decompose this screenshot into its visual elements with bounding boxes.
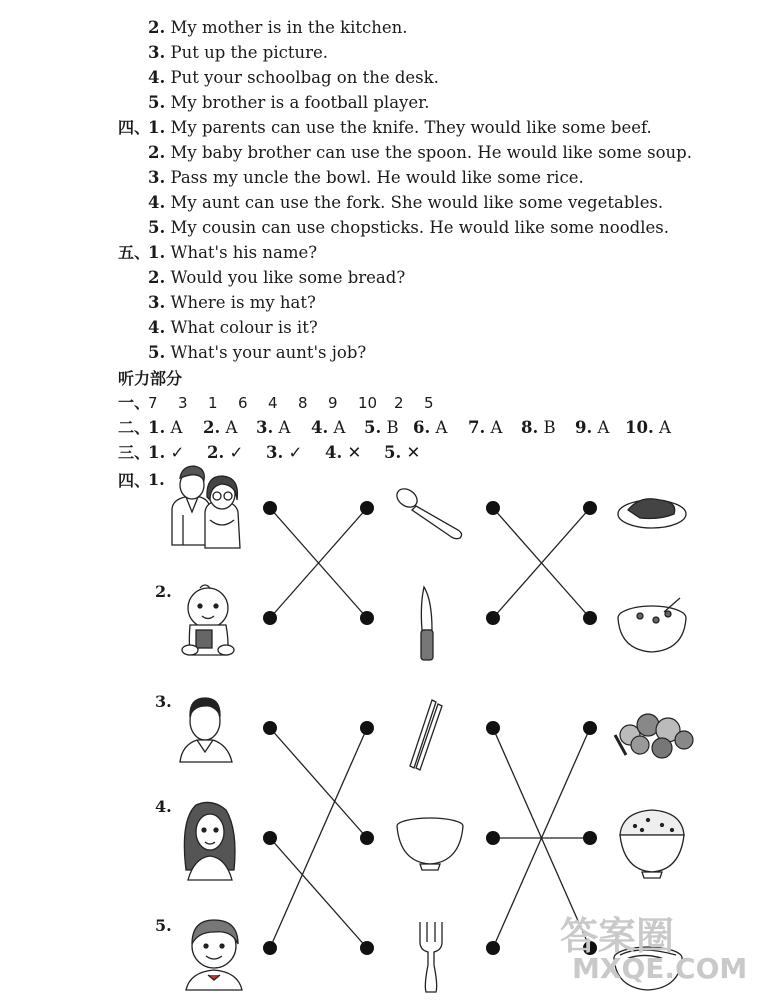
item-text: What's your aunt's job? [165, 343, 367, 362]
watermark-url: MXQE.COM [572, 952, 748, 985]
person-dot-1 [263, 501, 277, 515]
uncle-picture [180, 698, 232, 762]
person-utensil-line-4 [270, 838, 367, 948]
listening-marker-1: 一、 [118, 393, 151, 412]
listening-heading: 听力部分 [118, 369, 183, 388]
rice-picture [620, 810, 684, 878]
answer-value: A [658, 418, 671, 437]
person-utensil-line-5 [270, 728, 367, 948]
item-number: 4. [148, 318, 166, 337]
answer-value: A [278, 418, 291, 437]
row-label-4: 4. [155, 797, 172, 816]
answer-number: 4. [325, 443, 343, 462]
listening-marker-3: 三、 [118, 443, 151, 462]
answer-number: 2. [207, 443, 225, 462]
food-dot-4 [583, 831, 597, 845]
item-text: Pass my uncle the bowl. He would like some rice. [165, 168, 584, 187]
item-number: 3. [148, 168, 166, 187]
knife-picture [421, 587, 433, 660]
row-label-5: 5. [155, 916, 172, 935]
utensil-dot-right-2 [486, 611, 500, 625]
utensil-dot-left-2 [360, 611, 374, 625]
food-dot-2 [583, 611, 597, 625]
answer-number: 1. [148, 443, 166, 462]
item-number: 2. [148, 18, 166, 37]
item-text: Where is my hat? [165, 293, 316, 312]
answer-number: 5. [384, 443, 402, 462]
answer-value: A [597, 418, 610, 437]
item-number: 5. [148, 93, 166, 112]
food-dot-1 [583, 501, 597, 515]
answer-number: 6. [413, 418, 431, 437]
watermark-logo: 答案圈 [560, 914, 675, 958]
row-label-3: 3. [155, 692, 172, 711]
listening-marker-4: 四、 [118, 471, 151, 490]
answer-number: 3. [266, 443, 284, 462]
cousin-picture [186, 920, 242, 990]
person-dot-5 [263, 941, 277, 955]
utensil-dot-left-4 [360, 831, 374, 845]
answer-value: A [333, 418, 346, 437]
check-mark-icon: ✓ [170, 443, 185, 462]
answer-value: B [543, 418, 556, 437]
answer-number: 7. [468, 418, 486, 437]
item-number: 1. [148, 118, 166, 137]
item-text: What colour is it? [165, 318, 318, 337]
utensil-dot-right-5 [486, 941, 500, 955]
item-text: My mother is in the kitchen. [165, 18, 408, 37]
person-dot-4 [263, 831, 277, 845]
item-number: 4. [148, 68, 166, 87]
item-number: 5. [148, 343, 166, 362]
utensil-dot-right-3 [486, 721, 500, 735]
chopsticks-picture [410, 700, 442, 770]
utensil-dot-left-1 [360, 501, 374, 515]
vegetables-picture [615, 714, 693, 758]
answer-value: A [435, 418, 448, 437]
row-label-1: 1. [148, 470, 165, 489]
answer-value: 2 [394, 394, 404, 412]
answer-value: 4 [268, 394, 278, 412]
item-text: My brother is a football player. [165, 93, 430, 112]
answer-value: 7 [148, 394, 158, 412]
item-number: 3. [148, 43, 166, 62]
cross-mark-icon: ✕ [406, 443, 421, 462]
aunt-picture [184, 802, 235, 880]
fork-picture [420, 922, 442, 992]
answer-number: 2. [203, 418, 221, 437]
item-number: 4. [148, 193, 166, 212]
bowl-picture [397, 818, 463, 870]
item-number: 2. [148, 143, 166, 162]
answer-value: 3 [178, 394, 188, 412]
item-text: Put up the picture. [165, 43, 329, 62]
answer-number: 10. [625, 418, 654, 437]
item-text: What's his name? [165, 243, 318, 262]
item-text: My parents can use the knife. They would like some beef. [165, 118, 652, 137]
spoon-picture [393, 485, 461, 539]
check-mark-icon: ✓ [288, 443, 303, 462]
answer-number: 5. [364, 418, 382, 437]
item-text: My cousin can use chopsticks. He would like some noodles. [165, 218, 669, 237]
item-text: My aunt can use the fork. She would like some vegetables. [165, 193, 664, 212]
utensil-dot-right-4 [486, 831, 500, 845]
beef-picture [618, 499, 686, 528]
answer-value: 9 [328, 394, 338, 412]
person-dot-2 [263, 611, 277, 625]
answer-value: 6 [238, 394, 248, 412]
utensil-dot-left-3 [360, 721, 374, 735]
listening-marker-2: 二、 [118, 418, 151, 437]
cross-mark-icon: ✕ [347, 443, 362, 462]
answer-number: 8. [521, 418, 539, 437]
answer-number: 1. [148, 418, 166, 437]
person-utensil-line-3 [270, 728, 367, 838]
answer-number: 4. [311, 418, 329, 437]
item-number: 5. [148, 218, 166, 237]
utensil-dot-left-5 [360, 941, 374, 955]
answer-value: 5 [424, 394, 434, 412]
utensil-dot-right-1 [486, 501, 500, 515]
answer-value: 1 [208, 394, 218, 412]
answer-value: A [170, 418, 183, 437]
item-number: 3. [148, 293, 166, 312]
answer-value: 8 [298, 394, 308, 412]
section-marker-5: 五、 [118, 243, 151, 262]
answer-number: 3. [256, 418, 274, 437]
item-number: 2. [148, 268, 166, 287]
answer-value: A [225, 418, 238, 437]
check-mark-icon: ✓ [229, 443, 244, 462]
section-marker-4: 四、 [118, 118, 151, 137]
soup-picture [618, 598, 686, 652]
item-text: Put your schoolbag on the desk. [165, 68, 439, 87]
answer-value: A [490, 418, 503, 437]
person-dot-3 [263, 721, 277, 735]
row-label-2: 2. [155, 582, 172, 601]
item-number: 1. [148, 243, 166, 262]
food-dot-3 [583, 721, 597, 735]
item-text: Would you like some bread? [165, 268, 406, 287]
answer-number: 9. [575, 418, 593, 437]
item-text: My baby brother can use the spoon. He would like some soup. [165, 143, 692, 162]
answer-value: B [386, 418, 399, 437]
answer-value: 10 [358, 394, 378, 412]
parents-picture [172, 466, 240, 548]
baby-brother-picture [182, 585, 234, 655]
